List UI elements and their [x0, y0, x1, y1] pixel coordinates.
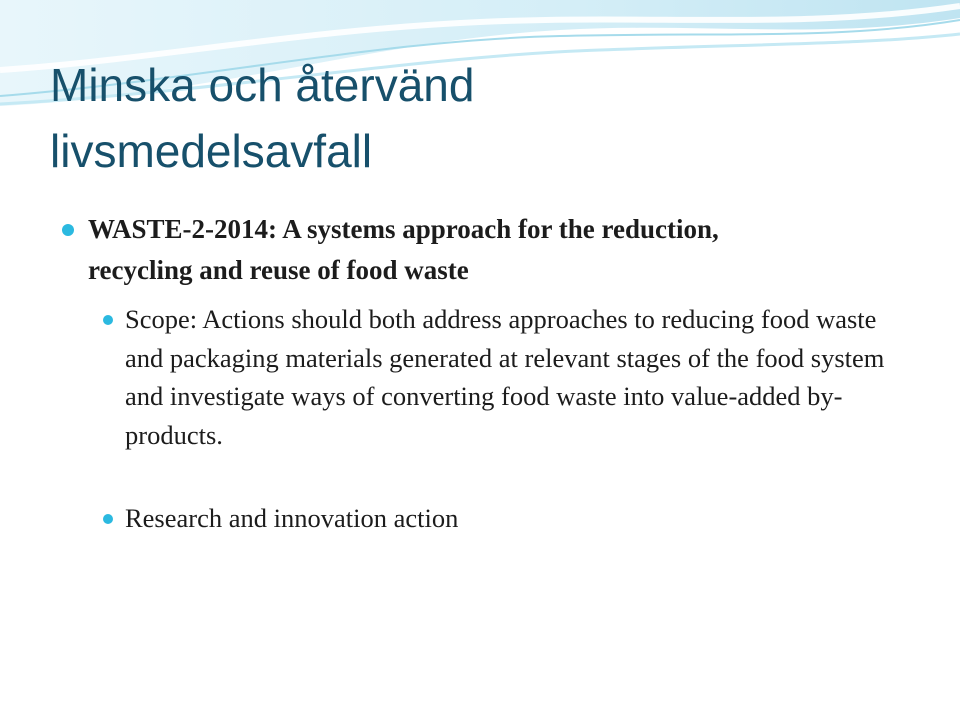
bullet-dot-icon	[62, 224, 74, 236]
bullet-main-text: WASTE-2-2014: A systems approach for the reduction, recycling and reuse of food waste	[88, 214, 719, 285]
sub-bullet-action-type-text: Research and innovation action	[125, 503, 459, 533]
bullet-dot-icon	[103, 514, 113, 524]
bullet-dot-icon	[103, 315, 113, 325]
sub-bullet-scope-text: Scope: Actions should both address approaches to reducing food waste and packaging materials generated at relevant stages of the food system and investigate ways of converting food waste into value-added by-products.	[125, 304, 885, 450]
slide-title-line-1: Minska och återvänd	[50, 59, 475, 111]
slide-title-line-2: livsmedelsavfall	[50, 125, 373, 177]
